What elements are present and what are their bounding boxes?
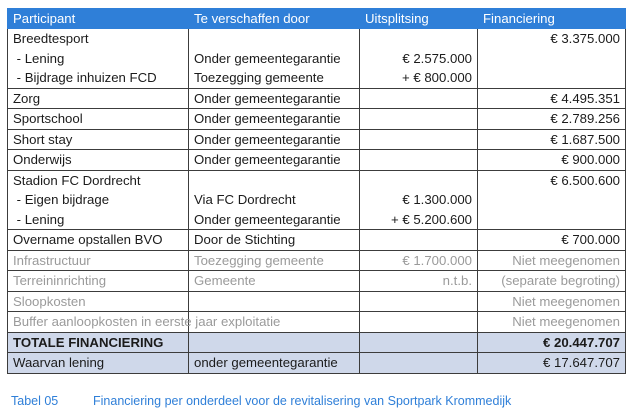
lening-row [8,353,626,374]
door-text: Via FC Dordrecht [194,192,296,207]
header-participant: Participant [8,9,189,29]
financiering-cell: € 1.687.500 [478,129,626,150]
uitsplitsing-value: + € 800.000 [401,70,472,85]
table-row [8,170,626,230]
financiering-cell: Niet meegenomen [478,291,626,312]
participant-cell: Buffer aanloopkosten in eerste jaar exploitatie [8,312,189,333]
financiering-cell: € 900.000 [478,150,626,171]
caption-number: Tabel 05 [11,394,59,408]
table-row [8,129,626,150]
door-cell: Onder gemeentegarantie [189,129,360,150]
participant-cell: Onderwijs [8,150,189,171]
door-cell [189,29,360,89]
financiering-cell: (separate begroting) [478,271,626,292]
financiering-cell: Niet meegenomen [478,250,626,271]
lening-label: Waarvan lening [8,353,189,374]
table-row [8,150,626,171]
total-value: € 20.447.707 [478,332,626,353]
table-row [8,312,626,333]
total-row [8,332,626,353]
door-cell: Onder gemeentegarantie [189,150,360,171]
table-caption [11,394,511,408]
uitsplitsing-cell [360,29,478,89]
door-text: Toezegging gemeente [194,70,324,85]
table-row [8,291,626,312]
uitsplitsing-cell [360,230,478,251]
financiering-cell: € 4.495.351 [478,88,626,109]
financiering-cell [478,170,626,230]
table-header-row [8,9,626,29]
uitsplitsing-cell [360,332,478,353]
table-row [8,29,626,89]
financiering-cell [478,29,626,89]
door-cell: Door de Stichting [189,230,360,251]
financing-table [7,8,626,374]
participant-name: Breedtesport [13,31,89,46]
uitsplitsing-cell [360,109,478,130]
participant-cell: Infrastructuur [8,250,189,271]
participant-cell: Terreininrichting [8,271,189,292]
header-financiering: Financiering [478,9,626,29]
financiering-value: € 3.375.000 [550,31,620,46]
header-te-verschaffen-door: Te verschaffen door [189,9,360,29]
financiering-value: € 6.500.600 [550,172,620,188]
door-cell: Onder gemeentegarantie [189,109,360,130]
uitsplitsing-cell [360,170,478,230]
uitsplitsing-cell [360,312,478,333]
uitsplitsing-cell: € 1.700.000 [360,250,478,271]
financiering-cell: € 700.000 [478,230,626,251]
participant-cell: Sportschool [8,109,189,130]
table-row [8,250,626,271]
participant-sub: - Lening [13,50,65,66]
header-uitsplitsing: Uitsplitsing [360,9,478,29]
financing-table-container [7,8,626,374]
participant-cell [8,29,189,89]
lening-door: onder gemeentegarantie [189,353,360,374]
door-text: Onder gemeentegarantie [194,50,341,66]
uitsplitsing-value: + € 5.200.600 [390,211,472,227]
caption-text: Financiering per onderdeel voor de revitalisering van Sportpark Krommedijk [93,394,512,408]
participant-sub: - Eigen bijdrage [13,192,110,207]
uitsplitsing-cell: n.t.b. [360,271,478,292]
lening-value: € 17.647.707 [478,353,626,374]
participant-cell: Sloopkosten [8,291,189,312]
door-cell [189,332,360,353]
table-row [8,271,626,292]
participant-cell: Short stay [8,129,189,150]
financiering-cell: Niet meegenomen [478,312,626,333]
uitsplitsing-value: € 1.300.000 [402,192,472,207]
door-text: Onder gemeentegarantie [194,211,341,227]
uitsplitsing-cell [360,353,478,374]
participant-sub: - Lening [13,211,65,227]
participant-cell: Overname opstallen BVO [8,230,189,251]
door-cell: Onder gemeentegarantie [189,88,360,109]
participant-name: Stadion FC Dordrecht [13,172,141,188]
total-label: TOTALE FINANCIERING [8,332,189,353]
door-cell [189,170,360,230]
door-cell: Toezegging gemeente [189,250,360,271]
table-row [8,88,626,109]
door-cell [189,291,360,312]
uitsplitsing-cell [360,88,478,109]
uitsplitsing-cell [360,291,478,312]
participant-sub: - Bijdrage inhuizen FCD [13,70,157,85]
uitsplitsing-cell [360,129,478,150]
participant-cell [8,170,189,230]
table-row [8,230,626,251]
uitsplitsing-cell [360,150,478,171]
financiering-cell: € 2.789.256 [478,109,626,130]
table-row [8,109,626,130]
participant-cell: Zorg [8,88,189,109]
uitsplitsing-value: € 2.575.000 [402,50,472,66]
door-cell: Gemeente [189,271,360,292]
